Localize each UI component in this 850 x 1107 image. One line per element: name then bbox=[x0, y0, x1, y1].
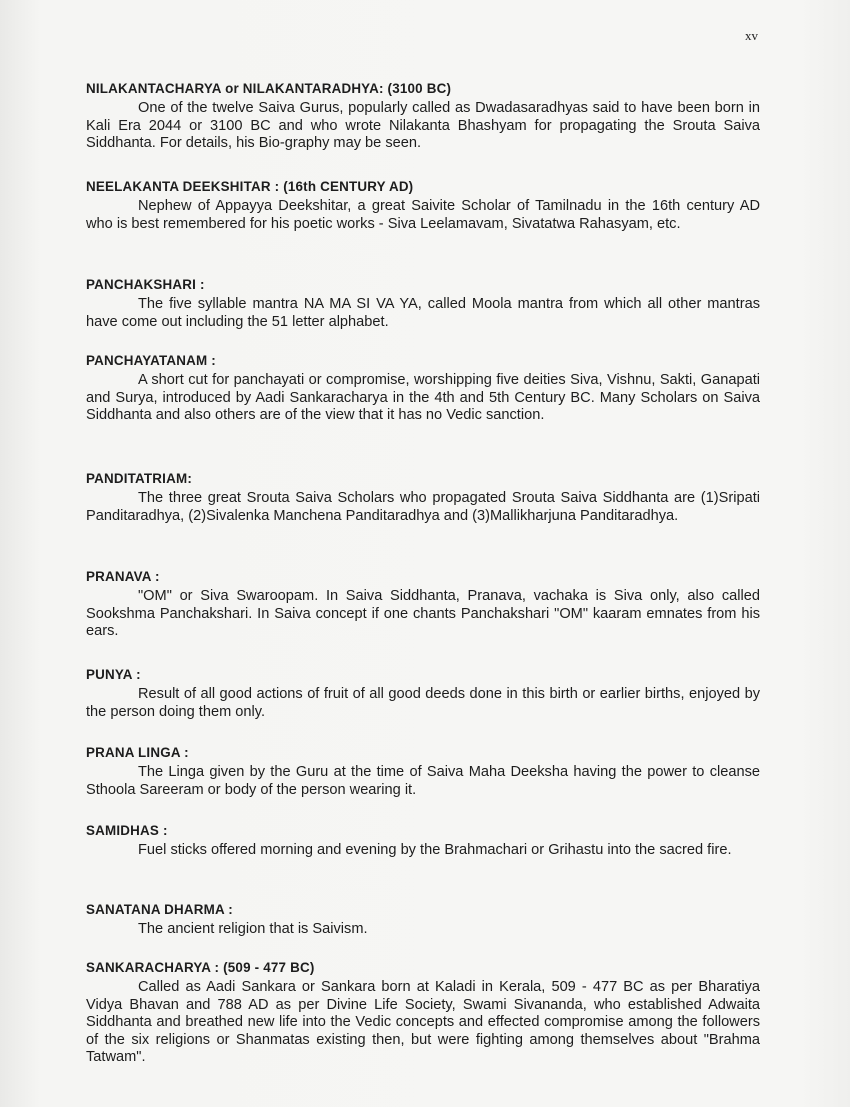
entry-heading: SAMIDHAS : bbox=[86, 823, 168, 838]
entry-body: "OM" or Siva Swaroopam. In Saiva Siddhanta, Pranava, vachaka is Siva only, also called Sookshma Panchakshari. In Saiva concept if one chants Panchakshari "OM" kaaram emnates from his ears. bbox=[86, 588, 760, 640]
entry-body: Fuel sticks offered morning and evening by the Brahmachari or Grihastu into the sacred fire. bbox=[138, 842, 732, 858]
entry-heading: NEELAKANTA DEEKSHITAR : (16th CENTURY AD) bbox=[86, 179, 414, 194]
glossary-entry bbox=[86, 959, 760, 1067]
glossary-entry bbox=[86, 470, 760, 525]
glossary-entry bbox=[86, 80, 760, 153]
entry-body: The Linga given by the Guru at the time of Saiva Maha Deeksha having the power to cleanse Sthoola Sareeram or body of the person wearing it. bbox=[86, 764, 760, 798]
entry-body: Result of all good actions of fruit of all good deeds done in this birth or earlier births, enjoyed by the person doing them only. bbox=[86, 686, 760, 720]
glossary-entry bbox=[86, 822, 760, 860]
entry-body: The ancient religion that is Saivism. bbox=[138, 921, 368, 937]
entry-body: Nephew of Appayya Deekshitar, a great Saivite Scholar of Tamilnadu in the 16th century AD who is best remembered for his poetic works - Siva Leelamavam, Sivatatwa Rahasyam, etc. bbox=[86, 198, 760, 232]
glossary-entry bbox=[86, 178, 760, 233]
entry-heading: PANCHAYATANAM : bbox=[86, 353, 216, 368]
entry-heading: SANATANA DHARMA : bbox=[86, 902, 233, 917]
glossary-entry bbox=[86, 568, 760, 641]
entry-heading: PUNYA : bbox=[86, 667, 141, 682]
entry-body: The five syllable mantra NA MA SI VA YA, called Moola mantra from which all other mantras have come out including the 51 letter alphabet. bbox=[86, 296, 760, 330]
entry-heading: PRANAVA : bbox=[86, 569, 160, 584]
entry-heading: NILAKANTACHARYA or NILAKANTARADHYA: (3100 BC) bbox=[86, 81, 452, 96]
glossary-entry bbox=[86, 901, 760, 939]
glossary-entry bbox=[86, 666, 760, 721]
entry-body: Called as Aadi Sankara or Sankara born at Kaladi in Kerala, 509 - 477 BC as per Bharatiya Vidya Bhavan and 788 AD as per Divine Life Society, Swami Sivananda, who established Adwaita Siddhanta and breathed new life into the Vedic concepts and effected compromise among the followers of the six religions or Shanmatas existing then, but were fighting among themselves about "Brahma Tatwam". bbox=[86, 979, 760, 1066]
entry-body: One of the twelve Saiva Gurus, popularly called as Dwadasaradhyas said to have been born in Kali Era 2044 or 3100 BC and who wrote Nilakanta Bhashyam for propagating the Srouta Saiva Siddhanta. For details, his Bio-graphy may be seen. bbox=[86, 100, 760, 152]
entry-heading: SANKARACHARYA : (509 - 477 BC) bbox=[86, 960, 315, 975]
entry-heading: PRANA LINGA : bbox=[86, 745, 189, 760]
entry-heading: PANDITATRIAM: bbox=[86, 471, 192, 486]
entry-heading: PANCHAKSHARI : bbox=[86, 277, 205, 292]
glossary-entry bbox=[86, 352, 760, 425]
glossary-entry bbox=[86, 276, 760, 331]
entry-body: A short cut for panchayati or compromise, worshipping five deities Siva, Vishnu, Sakti, Ganapati and Surya, introduced by Aadi Sankaracharya in the 4th and 5th Century BC. Many Scholars on Saiva Siddhanta and also others are of the view that it has no Vedic sanction. bbox=[86, 372, 760, 424]
entry-body: The three great Srouta Saiva Scholars who propagated Srouta Saiva Siddhanta are (1)Sripati Panditaradhya, (2)Sivalenka Manchena Panditaradhya and (3)Mallikharjuna Panditaradhya. bbox=[86, 490, 760, 524]
glossary-entry bbox=[86, 744, 760, 799]
page-number: xv bbox=[745, 28, 758, 43]
